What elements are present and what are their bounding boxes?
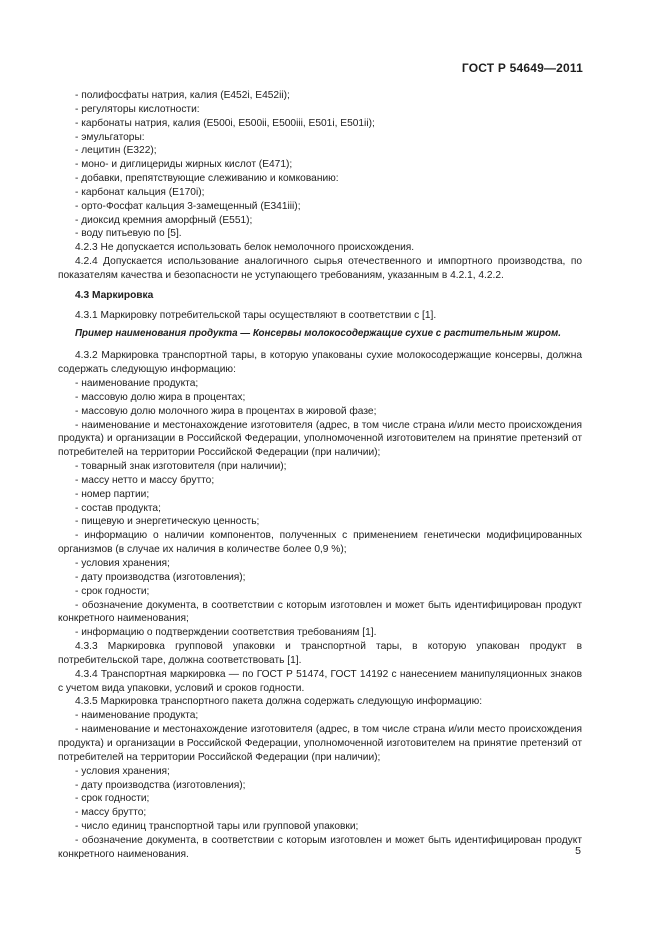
page-number: 5 xyxy=(575,845,581,857)
list-item: - воду питьевую по [5]. xyxy=(75,228,182,240)
list-item: - регуляторы кислотности: xyxy=(75,103,200,115)
list-item: - срок годности; xyxy=(75,793,150,805)
list-item: - срок годности; xyxy=(75,585,150,597)
list-item: - информацию о наличии компонентов, полученных с применением генетически модифицированных организмов (в случае их наличия в количестве более 0,9 %); xyxy=(58,530,582,556)
list-item: - наименование продукта; xyxy=(75,710,199,722)
list-item: - информацию о подтверждении соответствия требованиям [1]. xyxy=(75,627,377,639)
list-item: - лецитин (Е322); xyxy=(75,145,157,157)
list-item: - условия хранения; xyxy=(75,558,170,569)
list-item: - добавки, препятствующие слеживанию и комкованию: xyxy=(75,173,339,185)
section-heading-4-3: 4.3 Маркировка xyxy=(75,289,154,301)
clause-4-2-4: 4.2.4 Допускается использование аналогичного сырья отечественного и импортного производства, по показателям качества и безопасности не уступающего требованиям, указанным в 4.2.1, 4.2.2. xyxy=(58,256,582,281)
list-item: - массовую долю жира в процентах; xyxy=(75,391,246,403)
list-item: - число единиц транспортной тары или групповой упаковки; xyxy=(75,821,359,833)
list-item: - карбонат кальция (Е170i); xyxy=(75,186,205,198)
clause-4-3-1: 4.3.1 Маркировку потребительской тары осуществляют в соответствии с [1]. xyxy=(75,309,437,321)
clause-4-3-2: 4.3.2 Маркировка транспортной тары, в которую упакованы сухие молокосодержащие консервы, должна содержать следующую информацию: xyxy=(58,350,582,376)
list-item: - орто-Фосфат кальция 3-замещенный (Е341iii); xyxy=(75,200,301,212)
example-note: Пример наименования продукта — Консервы молокосодержащие сухие с растительным жиром. xyxy=(75,327,561,339)
list-item: - товарный знак изготовителя (при наличии); xyxy=(75,461,287,473)
list-item: - моно- и диглицериды жирных кислот (Е471); xyxy=(75,159,293,171)
list-item: - наименование и местонахождение изготовителя (адрес, в том числе страна и/или место происхождения продукта) и организации в Российской Федерации, уполномоченной изготовителем на принятие претензий от потребителей на территории Российской Федерации (при наличии); xyxy=(58,419,582,459)
list-item: - дату производства (изготовления); xyxy=(75,779,246,791)
list-item: - массу брутто; xyxy=(75,807,147,819)
list-item: - массовую долю молочного жира в процентах в жировой фазе; xyxy=(75,405,377,417)
document-body xyxy=(58,89,582,862)
list-item: - полифосфаты натрия, калия (Е452i, Е452ii); xyxy=(75,90,290,101)
list-item: - обозначение документа, в соответствии с которым изготовлен и может быть идентифицирован продукт конкретного наименования. xyxy=(58,834,582,860)
list-item: - наименование и местонахождение изготовителя (адрес, в том числе страна и/или место происхождения продукта) и организации в Российской Федерации, уполномоченной изготовителем на принятие претензий от потребителей на территории Российской Федерации (при наличии); xyxy=(58,724,582,763)
clause-4-3-3: 4.3.3 Маркировка групповой упаковки и транспортной тары, в которую упакован продукт в потребительской таре, должна соответствовать [1]. xyxy=(58,641,582,666)
list-item: - диоксид кремния аморфный (Е551); xyxy=(75,214,253,226)
list-item: - эмульгаторы: xyxy=(75,131,145,143)
standard-header: ГОСТ Р 54649—2011 xyxy=(461,61,583,75)
list-item: - состав продукта; xyxy=(75,502,161,514)
clause-4-2-3: 4.2.3 Не допускается использовать белок немолочного происхождения. xyxy=(75,242,415,254)
clause-4-3-4: 4.3.4 Транспортная маркировка — по ГОСТ Р 51474, ГОСТ 14192 с нанесением манипуляционных знаков с учетом вида упаковки, условий и сроков годности. xyxy=(58,668,582,694)
list-item: - пищевую и энергетическую ценность; xyxy=(75,516,260,528)
list-item: - массу нетто и массу брутто; xyxy=(75,474,215,486)
clause-4-3-5: 4.3.5 Маркировка транспортного пакета должна содержать следующую информацию: xyxy=(75,696,483,708)
list-item: - номер партии; xyxy=(75,488,150,500)
list-item: - условия хранения; xyxy=(75,765,170,777)
list-item: - карбонаты натрия, калия (Е500i, Е500ii, Е500iii, Е501i, Е501ii); xyxy=(75,117,375,129)
list-item: - наименование продукта; xyxy=(75,378,199,390)
list-item: - дату производства (изготовления); xyxy=(75,571,246,583)
list-item: - обозначение документа, в соответствии с которым изготовлен и может быть идентифицирован продукт конкретного наименования; xyxy=(58,599,582,625)
